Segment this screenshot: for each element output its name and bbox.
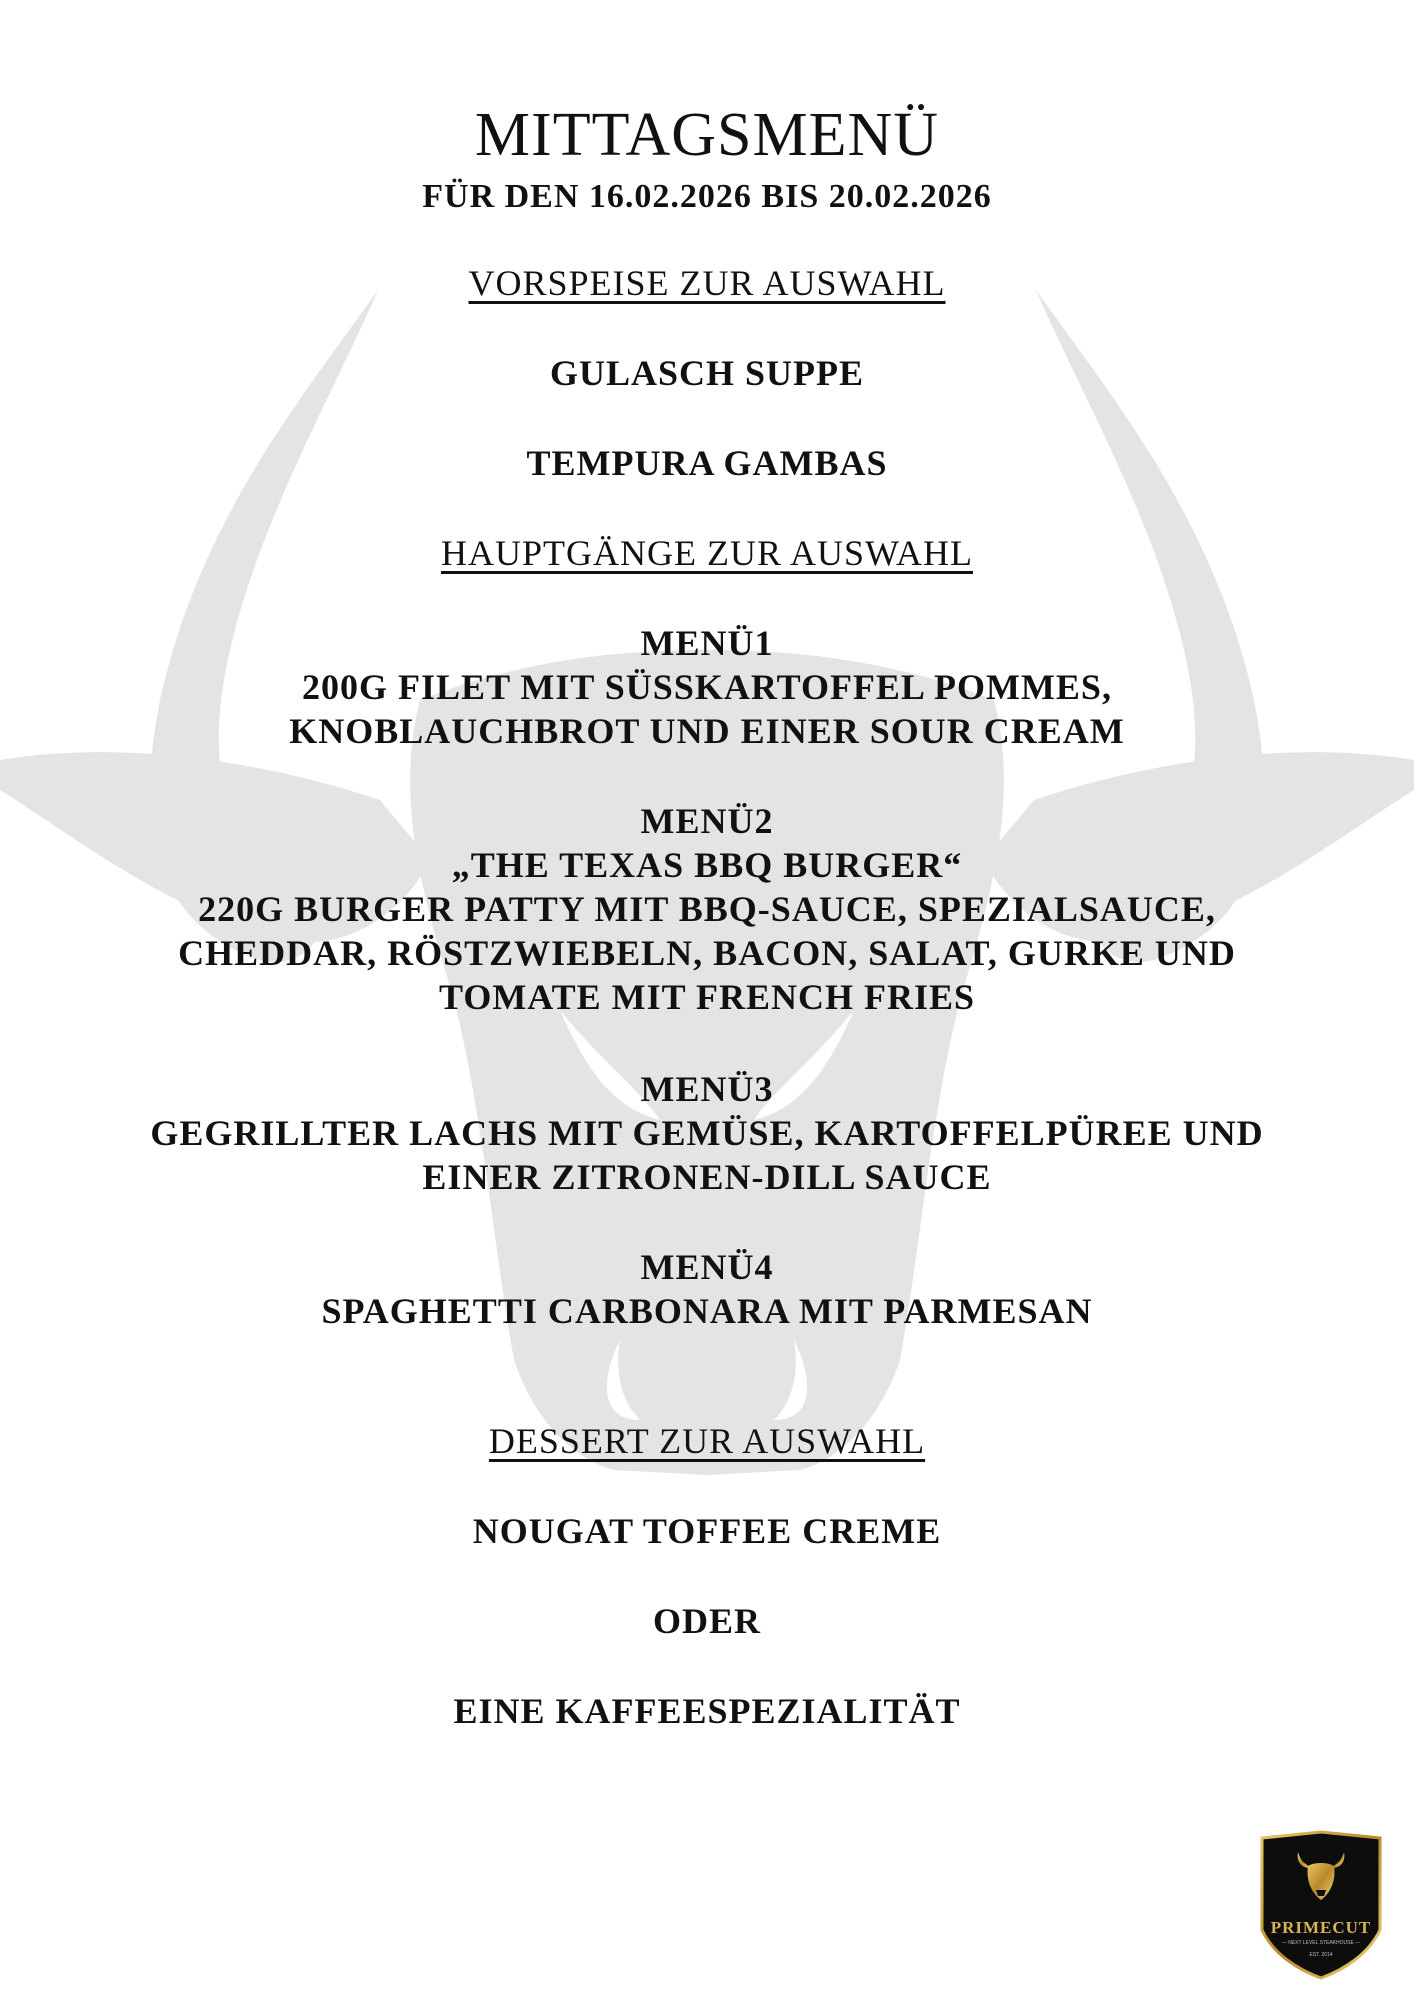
menu-description: CHEDDAR, RÖSTZWIEBELN, BACON, SALAT, GURKE UND — [178, 933, 1236, 973]
starter-item: GULASCH SUPPE — [549, 353, 865, 393]
menu-description: EINER ZITRONEN-DILL SAUCE — [422, 1157, 992, 1197]
menu-description: 200G FILET MIT SÜSSKARTOFFEL POMMES, — [302, 667, 1112, 707]
menu-label: MENÜ1 — [640, 623, 774, 663]
menu-label: MENÜ2 — [640, 801, 774, 841]
section-heading-starters: VORSPEISE ZUR AUSWAHL — [468, 263, 946, 303]
menu-label: MENÜ3 — [640, 1069, 774, 1109]
section-heading-mains: HAUPTGÄNGE ZUR AUSWAHL — [441, 533, 973, 573]
menu-description: „THE TEXAS BBQ BURGER“ — [451, 845, 963, 885]
menu-description: 220G BURGER PATTY MIT BBQ-SAUCE, SPEZIALSAUCE, — [198, 889, 1216, 929]
section-heading-dessert: DESSERT ZUR AUSWAHL — [488, 1421, 926, 1461]
logo-name: PRIMECUT — [1270, 1918, 1372, 1937]
dessert-item: EINE KAFFEESPEZIALITÄT — [453, 1691, 961, 1731]
page-title: MITTAGSMENÜ — [474, 101, 940, 169]
logo-established: EST. 2014 — [1309, 1952, 1333, 1958]
menu-description: TOMATE MIT FRENCH FRIES — [438, 977, 976, 1017]
menu-description: GEGRILLTER LACHS MIT GEMÜSE, KARTOFFELPÜREE UND — [150, 1113, 1264, 1153]
primecut-logo — [1258, 1830, 1384, 1980]
menu-label: MENÜ4 — [640, 1247, 774, 1287]
menu-description: KNOBLAUCHBROT UND EINER SOUR CREAM — [289, 711, 1125, 751]
logo-tagline: — NEXT LEVEL STEAKHOUSE — — [1281, 1940, 1361, 1946]
dessert-item: ODER — [652, 1601, 761, 1641]
date-range: FÜR DEN 16.02.2026 BIS 20.02.2026 — [422, 178, 992, 215]
starter-item: TEMPURA GAMBAS — [526, 443, 888, 483]
dessert-item: NOUGAT TOFFEE CREME — [472, 1511, 942, 1551]
menu-description: SPAGHETTI CARBONARA MIT PARMESAN — [321, 1291, 1093, 1331]
